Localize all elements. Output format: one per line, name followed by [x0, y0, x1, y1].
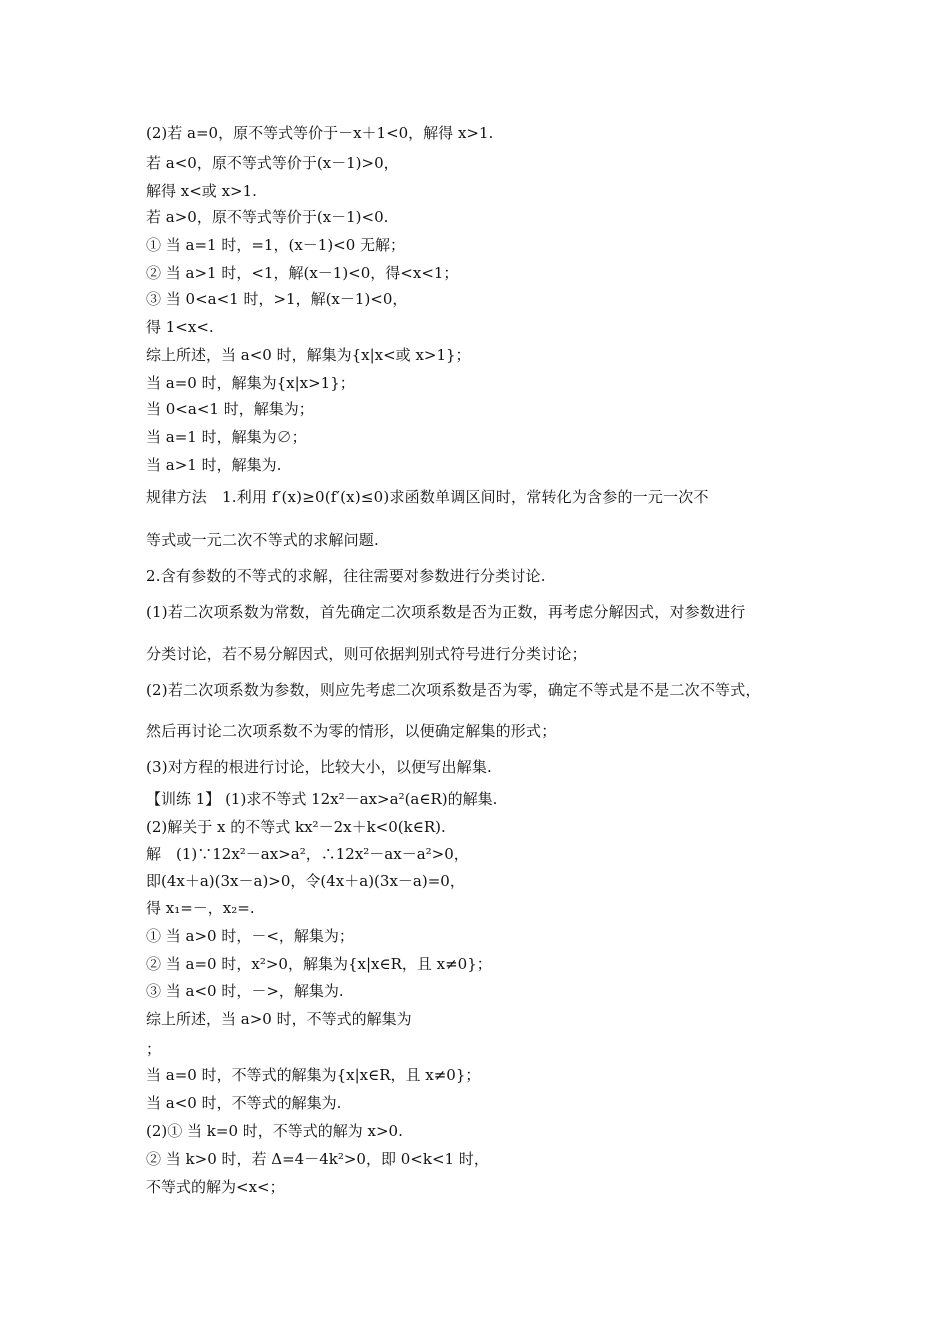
text-line: 若 a>0，原不等式等价于(x－1)<0. — [146, 208, 389, 226]
text-line: (2)若 a=0，原不等式等价于－x＋1<0，解得 x>1. — [146, 124, 494, 142]
text-line: (1)若二次项系数为常数，首先确定二次项系数是否为正数，再考虑分解因式，对参数进行 — [146, 603, 746, 621]
text-line: ① 当 a>0 时，－<，解集为； — [146, 927, 354, 945]
text-line: ③ 当 0<a<1 时，>1，解(x－1)<0， — [146, 290, 408, 308]
text-line: 得 1<x<. — [146, 318, 214, 336]
text-line: ② 当 k>0 时，若 Δ=4－4k²>0，即 0<k<1 时， — [146, 1150, 489, 1168]
text-line: 综上所述，当 a<0 时，解集为{x|x<或 x>1}； — [146, 346, 471, 364]
text-line: 若 a<0，原不等式等价于(x－1)>0， — [146, 154, 399, 172]
text-line: 解 (1)∵12x²－ax>a²，∴12x²－ax－a²>0， — [146, 845, 469, 863]
text-line: 然后再讨论二次项系数不为零的情形，以便确定解集的形式； — [146, 722, 557, 740]
text-line: ； — [146, 1040, 162, 1058]
text-line: 分类讨论，若不易分解因式，则可依据判别式符号进行分类讨论； — [146, 645, 587, 663]
text-line: 当 a<0 时，不等式的解集为. — [146, 1094, 342, 1112]
text-line: 即(4x＋a)(3x－a)>0，令(4x＋a)(3x－a)=0， — [146, 872, 465, 890]
text-line: 当 a=0 时，解集为{x|x>1}； — [146, 374, 355, 392]
text-line: 【训练 1】 (1)求不等式 12x²－ax>a²(a∈R)的解集. — [146, 790, 498, 808]
text-line: (3)对方程的根进行讨论，比较大小，以便写出解集. — [146, 758, 493, 776]
text-line: 当 a>1 时，解集为. — [146, 456, 282, 474]
text-line: 得 x₁=－，x₂=. — [146, 899, 255, 917]
text-line: 规律方法 1.利用 f′(x)≥0(f′(x)≤0)求函数单调区间时，常转化为含参的一元一次不 — [146, 488, 709, 506]
text-line: 综上所述，当 a>0 时，不等式的解集为 — [146, 1010, 412, 1028]
text-line: 当 a=1 时，解集为∅； — [146, 428, 307, 446]
text-line: (2)解关于 x 的不等式 kx²－2x＋k<0(k∈R). — [146, 818, 446, 836]
text-line: 当 a=0 时，不等式的解集为{x|x∈R，且 x≠0}； — [146, 1066, 481, 1084]
text-line: (2)若二次项系数为参数，则应先考虑二次项系数是否为零，确定不等式是不是二次不等式， — [146, 681, 761, 699]
text-line: ② 当 a>1 时，<1，解(x－1)<0，得<x<1； — [146, 264, 459, 282]
text-line: ③ 当 a<0 时，－>，解集为. — [146, 982, 344, 1000]
text-line: (2)① 当 k=0 时，不等式的解为 x>0. — [146, 1122, 403, 1140]
text-line: 当 0<a<1 时，解集为； — [146, 400, 314, 418]
text-line: 不等式的解为<x<； — [146, 1178, 285, 1196]
text-line: ② 当 a=0 时，x²>0，解集为{x|x∈R，且 x≠0}； — [146, 955, 492, 973]
text-line: 解得 x<或 x>1. — [146, 182, 257, 200]
text-line: ① 当 a=1 时，=1，(x－1)<0 无解； — [146, 236, 406, 254]
text-line: 等式或一元二次不等式的求解问题. — [146, 531, 379, 549]
text-line: 2.含有参数的不等式的求解，往往需要对参数进行分类讨论. — [146, 567, 546, 585]
